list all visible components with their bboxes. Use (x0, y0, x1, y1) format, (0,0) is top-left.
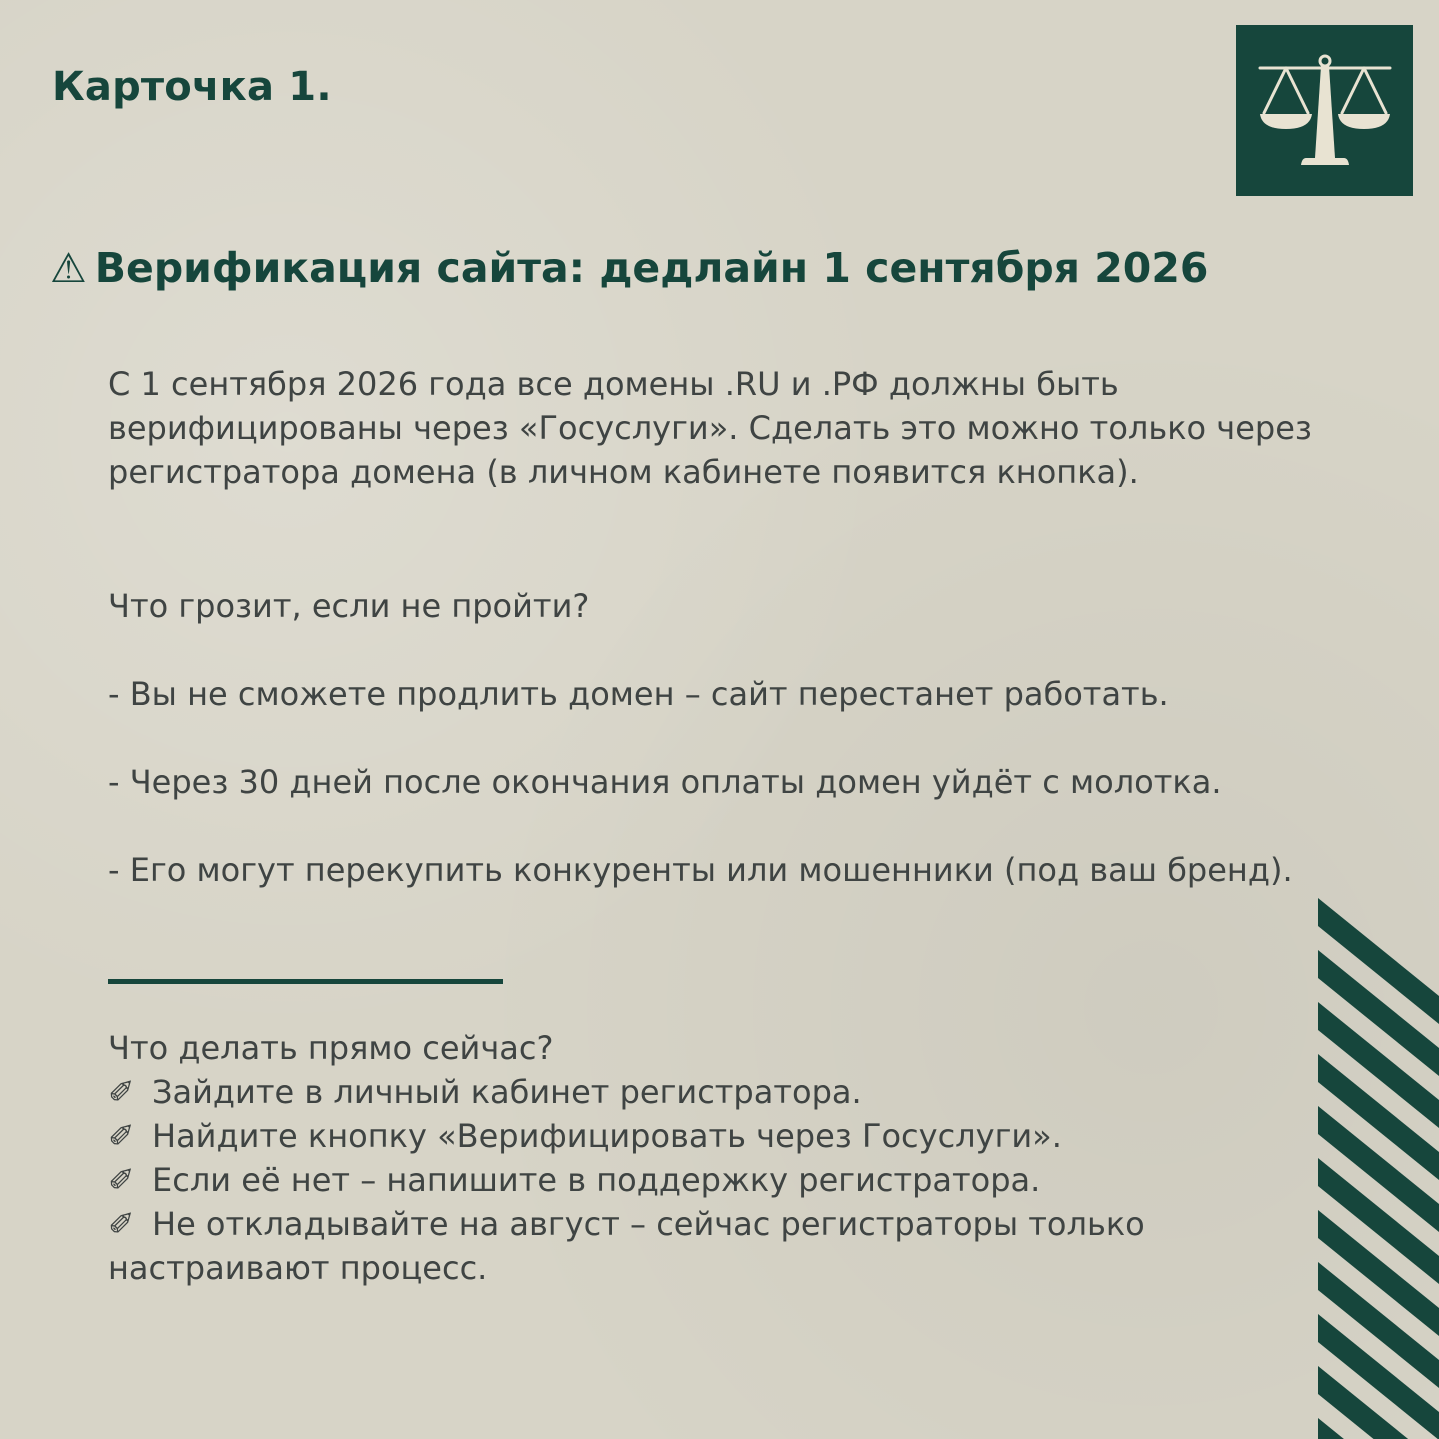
card-label: Карточка 1. (52, 64, 332, 110)
check-pencil-icon: ✐ (108, 1073, 135, 1111)
todo-list (108, 1070, 1288, 1290)
todo-item (108, 1202, 1288, 1290)
risk-item: - Его могут перекупить конкуренты или мошенники (под ваш бренд). (108, 851, 1293, 889)
headline (50, 244, 1208, 292)
scales-of-justice-icon (1236, 25, 1413, 196)
risks-question: Что грозит, если не пройти? (108, 587, 590, 625)
intro-paragraph: С 1 сентября 2026 года все домены .RU и .РФ должны быть верифицированы через «Госуслуги». Сделать это можно только через регистратора домена (в личном кабинете появится кнопка). (108, 365, 1312, 491)
todo-item-text: Если её нет – напишите в поддержку регистратора. (152, 1161, 1041, 1199)
todo-item-text: Не откладывайте на август – сейчас регистраторы только настраивают процесс. (108, 1205, 1145, 1287)
check-pencil-icon: ✐ (108, 1205, 135, 1243)
logo-badge (1236, 25, 1413, 196)
warning-icon: ⚠ (50, 244, 87, 292)
todo-item (108, 1114, 1288, 1158)
todo-item-text: Зайдите в личный кабинет регистратора. (152, 1073, 862, 1111)
diagonal-stripes-decoration (1318, 898, 1439, 1439)
todo-item (108, 1070, 1288, 1114)
risk-item: - Вы не сможете продлить домен – сайт перестанет работать. (108, 675, 1169, 713)
todo-title: Что делать прямо сейчас? (108, 1029, 554, 1067)
headline-text: Верификация сайта: дедлайн 1 сентября 2026 (94, 244, 1209, 292)
todo-item-text: Найдите кнопку «Верифицировать через Госуслуги». (152, 1117, 1062, 1155)
section-divider (108, 979, 503, 984)
check-pencil-icon: ✐ (108, 1161, 135, 1199)
todo-item (108, 1158, 1288, 1202)
risk-item: - Через 30 дней после окончания оплаты домен уйдёт с молотка. (108, 763, 1222, 801)
check-pencil-icon: ✐ (108, 1117, 135, 1155)
